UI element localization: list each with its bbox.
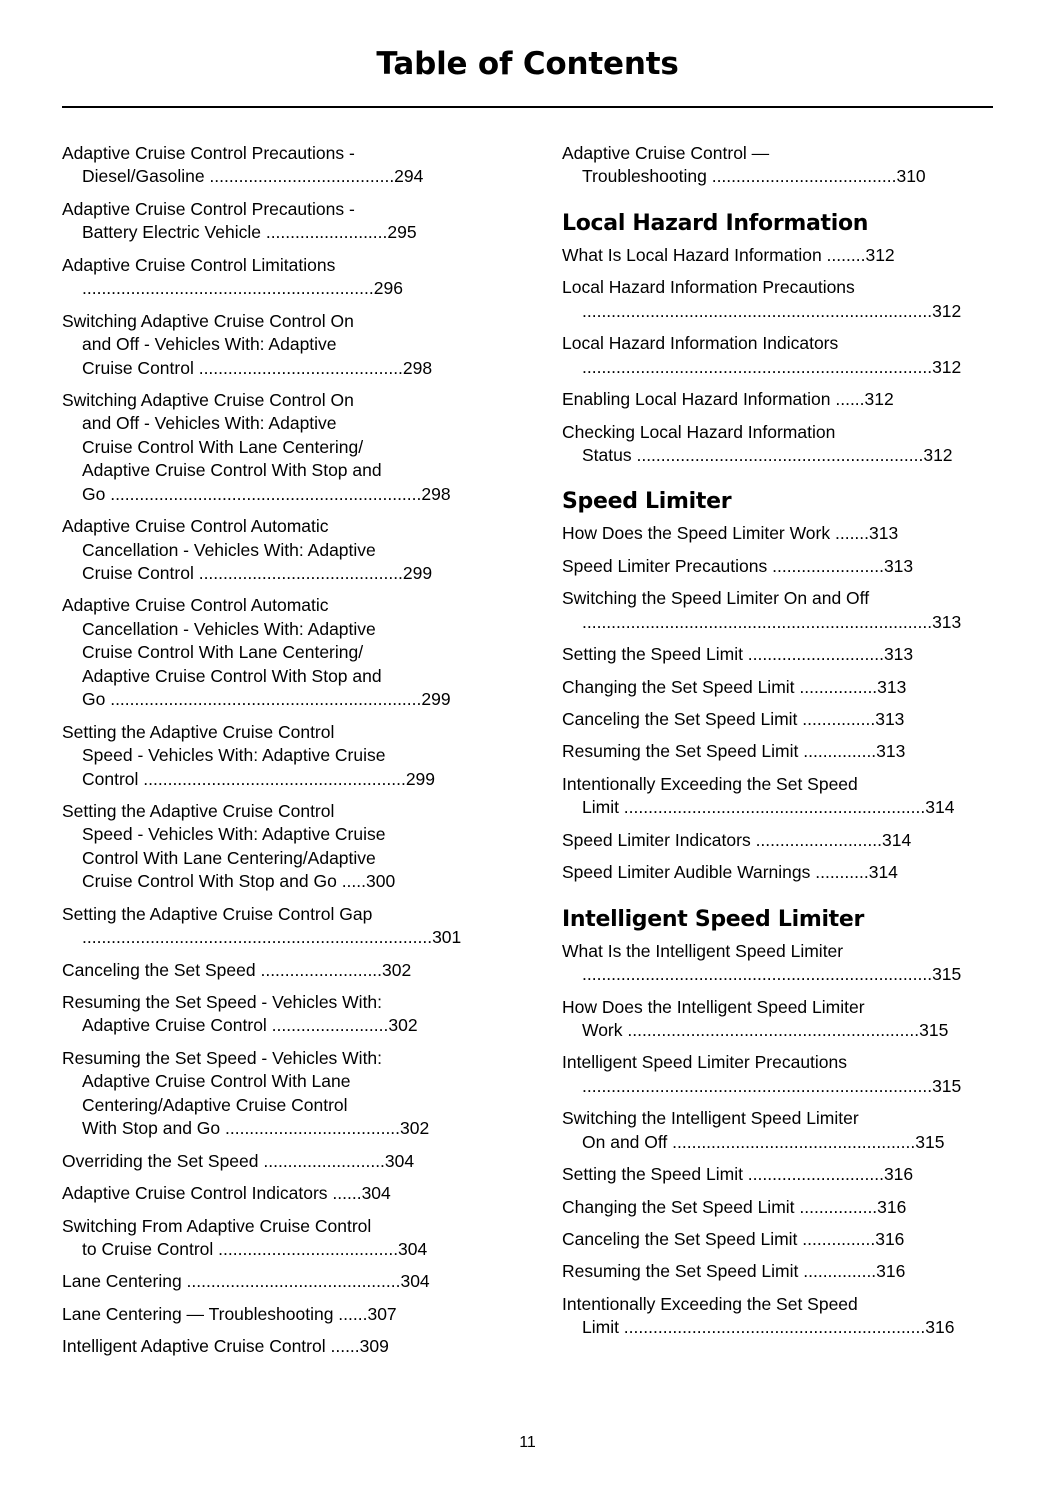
toc-entry-line: Cruise Control With Lane Centering/ [82, 436, 364, 457]
toc-entry-line: Cruise Control With Stop and Go .....300 [82, 871, 396, 892]
toc-entry[interactable] [62, 594, 514, 711]
toc-entry[interactable] [62, 198, 514, 245]
toc-entry[interactable] [562, 1051, 1014, 1098]
toc-entry[interactable] [62, 959, 514, 982]
toc-entry-line: Overriding the Set Speed .........................304 [62, 1150, 415, 1171]
toc-entry-line: Canceling the Set Speed Limit ...............316 [562, 1229, 905, 1249]
toc-entry[interactable] [562, 1260, 1014, 1283]
toc-entry-line: Battery Electric Vehicle .........................295 [82, 222, 417, 243]
toc-section-heading: Local Hazard Information [562, 210, 869, 236]
toc-entry-line: Centering/Adaptive Cruise Control [82, 1094, 348, 1115]
toc-entry-line: How Does the Intelligent Speed Limiter [562, 996, 865, 1017]
toc-entry-line: Adaptive Cruise Control Precautions - [62, 143, 355, 163]
toc-entry[interactable] [62, 903, 514, 950]
toc-entry-line: Cruise Control With Lane Centering/ [82, 642, 364, 663]
toc-entry-line: ........................................................................313 [582, 611, 962, 632]
toc-entry-line: ........................................................................315 [582, 964, 962, 985]
toc-entry-line: Setting the Adaptive Cruise Control Gap [62, 903, 373, 924]
toc-entry[interactable] [62, 991, 514, 1038]
toc-entry[interactable] [562, 1196, 1014, 1219]
toc-entry-line: Setting the Adaptive Cruise Control [62, 800, 335, 821]
toc-section-heading: Speed Limiter [562, 489, 732, 515]
toc-entry[interactable] [562, 421, 1014, 468]
toc-entry[interactable] [562, 829, 1014, 852]
toc-entry-line: and Off - Vehicles With: Adaptive [82, 334, 337, 355]
toc-entry-line: Changing the Set Speed Limit ................316 [562, 1196, 907, 1217]
toc-entry[interactable] [62, 1047, 514, 1141]
toc-entry-line: ............................................................296 [82, 278, 403, 299]
toc-entry[interactable] [562, 1163, 1014, 1186]
toc-entry[interactable] [62, 800, 514, 894]
toc-entry-line: Limit ..............................................................316 [582, 1317, 955, 1338]
toc-entry-line: Diesel/Gasoline ......................................294 [82, 166, 424, 187]
toc-columns [0, 108, 1055, 1368]
toc-entry[interactable] [62, 310, 514, 380]
toc-entry[interactable] [62, 1215, 514, 1262]
toc-entry-line: Setting the Speed Limit ............................313 [562, 644, 914, 665]
toc-entry-line: Speed Limiter Precautions .......................313 [562, 555, 914, 576]
toc-entry-line: What Is Local Hazard Information ........312 [562, 244, 895, 265]
toc-entry[interactable] [562, 388, 1014, 411]
toc-entry-line: What Is the Intelligent Speed Limiter [562, 940, 844, 961]
toc-entry-line: Adaptive Cruise Control Automatic [62, 516, 329, 537]
toc-entry-line: to Cruise Control .....................................304 [82, 1238, 428, 1259]
toc-entry-line: Intentionally Exceeding the Set Speed [562, 1293, 858, 1314]
toc-entry[interactable] [562, 332, 1014, 379]
toc-entry[interactable] [562, 676, 1014, 699]
toc-entry-line: Speed Limiter Audible Warnings ...........314 [562, 862, 898, 883]
toc-entry-line: Canceling the Set Speed .........................302 [62, 959, 412, 980]
toc-entry-line: Resuming the Set Speed Limit ...............313 [562, 741, 906, 762]
toc-entry[interactable] [562, 996, 1014, 1043]
toc-entry-line: With Stop and Go ....................................302 [82, 1118, 430, 1139]
toc-entry[interactable] [562, 1293, 1014, 1340]
toc-entry-line: Lane Centering ............................................304 [62, 1271, 430, 1292]
toc-entry[interactable] [62, 1150, 514, 1173]
toc-entry[interactable] [62, 515, 514, 585]
toc-entry-line: ........................................................................312 [582, 356, 962, 377]
toc-entry-line: Status ...........................................................312 [582, 444, 953, 465]
toc-entry-line: Speed - Vehicles With: Adaptive Cruise [82, 745, 386, 766]
page-number: 11 [519, 1434, 536, 1451]
toc-entry-line: Adaptive Cruise Control ........................302 [82, 1015, 418, 1036]
page-title: Table of Contents [376, 46, 679, 82]
toc-entry-line: Troubleshooting ......................................310 [582, 166, 926, 187]
toc-entry-line: Switching Adaptive Cruise Control On [62, 310, 354, 331]
toc-column-left [62, 142, 514, 1368]
toc-entry-line: Intelligent Speed Limiter Precautions [562, 1052, 848, 1073]
toc-entry-line: Setting the Adaptive Cruise Control [62, 721, 335, 742]
toc-entry-line: Cancellation - Vehicles With: Adaptive [82, 539, 376, 560]
toc-entry-line: Resuming the Set Speed - Vehicles With: [62, 1047, 383, 1068]
toc-entry-line: Adaptive Cruise Control With Stop and [82, 665, 382, 686]
toc-entry-line: Adaptive Cruise Control Limitations [62, 254, 336, 275]
toc-entry[interactable] [62, 1303, 514, 1326]
toc-entry-line: ........................................................................315 [582, 1075, 962, 1096]
toc-entry-line: Lane Centering — Troubleshooting ......307 [62, 1303, 397, 1324]
toc-entry-line: Limit ..............................................................314 [582, 797, 955, 818]
toc-entry-line: On and Off ..................................................315 [582, 1131, 945, 1152]
toc-entry-line: Setting the Speed Limit ............................316 [562, 1164, 914, 1185]
toc-entry[interactable] [62, 1270, 514, 1293]
toc-entry[interactable] [62, 142, 514, 189]
toc-page [0, 46, 1055, 1494]
toc-column-right [562, 142, 1014, 1368]
toc-entry[interactable] [562, 244, 1014, 267]
toc-entry[interactable] [562, 861, 1014, 884]
toc-entry-line: Speed Limiter Indicators ..........................314 [562, 829, 912, 850]
toc-entry-line: ........................................................................312 [582, 300, 962, 321]
toc-entry-line: Intelligent Adaptive Cruise Control ......309 [62, 1336, 389, 1357]
toc-entry[interactable] [62, 1182, 514, 1205]
toc-section-heading: Intelligent Speed Limiter [562, 906, 865, 932]
toc-entry[interactable] [562, 276, 1014, 323]
toc-entry[interactable] [562, 643, 1014, 666]
toc-entry-line: Canceling the Set Speed Limit ...............313 [562, 709, 905, 729]
toc-entry[interactable] [562, 773, 1014, 820]
toc-entry-line: Checking Local Hazard Information [562, 421, 836, 442]
toc-entry-line: Cancellation - Vehicles With: Adaptive [82, 618, 376, 639]
toc-entry-line: Control ......................................................299 [82, 768, 436, 789]
toc-entry-line: Changing the Set Speed Limit ................313 [562, 676, 907, 697]
toc-entry-line: Adaptive Cruise Control Indicators ......304 [62, 1183, 391, 1204]
toc-entry-line: Cruise Control ..........................................299 [82, 563, 433, 583]
toc-entry-line: Switching the Speed Limiter On and Off [562, 588, 870, 609]
toc-entry-line: Resuming the Set Speed Limit ...............316 [562, 1261, 906, 1282]
toc-entry[interactable] [562, 940, 1014, 987]
toc-entry-line: Enabling Local Hazard Information ......312 [562, 389, 894, 410]
toc-entry[interactable] [562, 142, 1014, 189]
toc-entry-line: Speed - Vehicles With: Adaptive Cruise [82, 824, 386, 845]
toc-entry-line: Switching the Intelligent Speed Limiter [562, 1108, 859, 1129]
toc-entry-line: Work ............................................................315 [582, 1019, 949, 1040]
toc-entry[interactable] [62, 1335, 514, 1358]
toc-entry-line: Adaptive Cruise Control With Stop and [82, 460, 382, 481]
toc-entry[interactable] [62, 389, 514, 506]
toc-entry-line: Switching From Adaptive Cruise Control [62, 1215, 372, 1236]
toc-entry-line: Switching Adaptive Cruise Control On [62, 389, 354, 410]
toc-entry-line: and Off - Vehicles With: Adaptive [82, 413, 337, 434]
toc-entry-line: How Does the Speed Limiter Work .......313 [562, 523, 899, 544]
toc-entry[interactable] [562, 740, 1014, 763]
toc-entry-line: Adaptive Cruise Control — [562, 143, 770, 163]
toc-entry-line: Local Hazard Information Indicators [562, 333, 839, 354]
toc-entry-line: Control With Lane Centering/Adaptive [82, 847, 376, 868]
toc-entry-line: Cruise Control ..........................................298 [82, 357, 433, 378]
toc-entry[interactable] [562, 708, 1014, 731]
toc-entry[interactable] [62, 254, 514, 301]
toc-entry-line: Adaptive Cruise Control With Lane [82, 1071, 351, 1092]
toc-entry[interactable] [62, 721, 514, 791]
toc-entry[interactable] [562, 522, 1014, 545]
toc-entry-line: Adaptive Cruise Control Precautions - [62, 198, 355, 219]
toc-entry[interactable] [562, 555, 1014, 578]
toc-entry[interactable] [562, 1107, 1014, 1154]
toc-entry-line: Resuming the Set Speed - Vehicles With: [62, 992, 383, 1012]
toc-entry[interactable] [562, 587, 1014, 634]
toc-entry-line: Local Hazard Information Precautions [562, 277, 855, 298]
toc-entry-line: Intentionally Exceeding the Set Speed [562, 773, 858, 794]
toc-entry-line: ........................................................................301 [82, 927, 462, 948]
toc-entry-line: Go ................................................................298 [82, 483, 451, 504]
toc-entry-line: Go ................................................................299 [82, 689, 451, 710]
toc-entry[interactable] [562, 1228, 1014, 1251]
toc-entry-line: Adaptive Cruise Control Automatic [62, 595, 329, 616]
